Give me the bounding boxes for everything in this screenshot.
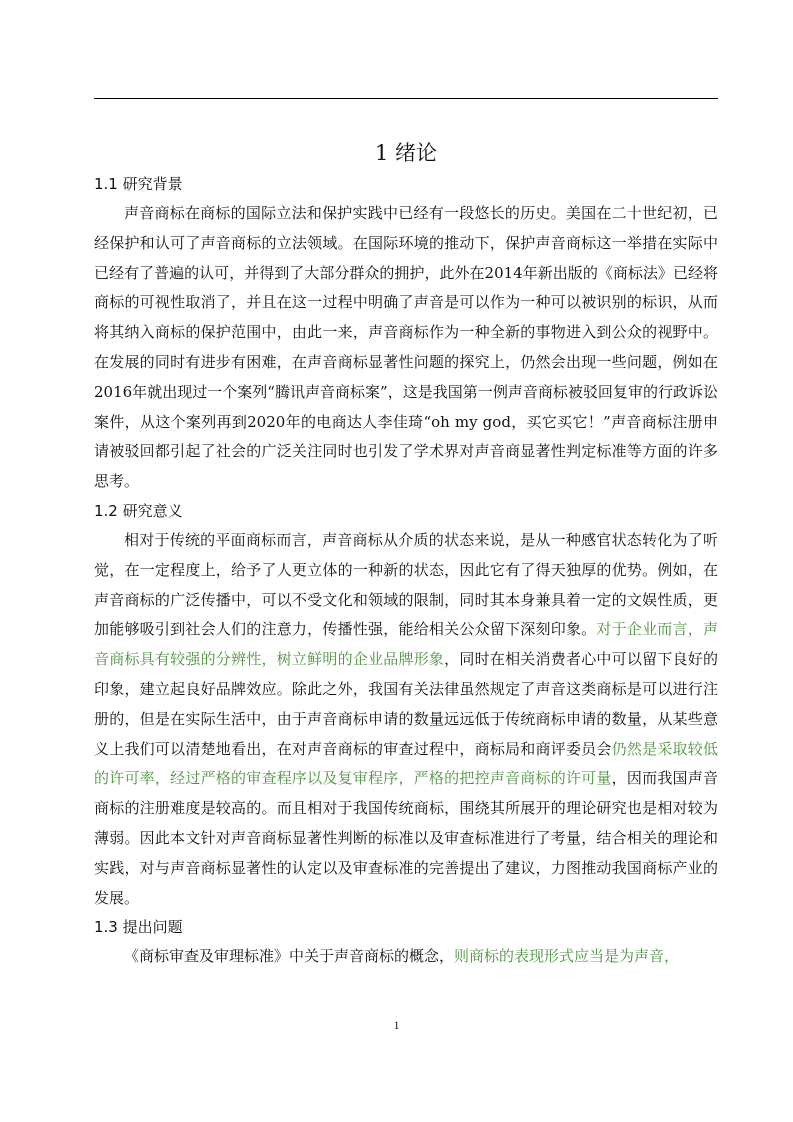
header-rule bbox=[94, 98, 718, 99]
section-heading-1-1: 1.1 研究背景 bbox=[94, 175, 183, 193]
text-run: ，同时在相关消费者心中可以留下良好的印象，建立起良好品牌效应。除此之外，我国有关法律虽然规定了声音这类商标是可以进行注册的，但是在实际生活中，由于声音商标申请的数量远远低于传统商标申请的数量，从某些意义上我们可以清楚地看出，在对声音商标的审查过程中，商标局和商评委员会 bbox=[94, 650, 718, 758]
page-number: 1 bbox=[393, 1018, 400, 1032]
chapter-title: 1 绪论 bbox=[374, 141, 438, 165]
highlighted-text-run: 仍然是采取较低的许可率，经过严格的审查程序以及复审程序，严格的把控声音商标的许可量 bbox=[94, 739, 718, 788]
highlighted-text-run: 对于企业而言，声音商标具有较强的分辨性，树立鲜明的企业品牌形象 bbox=[94, 620, 718, 669]
highlighted-text-run: 则商标的表现形式应当是为声音， bbox=[454, 947, 680, 966]
document-body bbox=[94, 136, 718, 972]
paragraph-research-significance bbox=[94, 526, 718, 913]
paragraph-research-background: 声音商标在商标的国际立法和保护实践中已经有一段悠长的历史。美国在二十世纪初，已经保护和认可了声音商标的立法领域。在国际环境的推动下，保护声音商标这一举措在实际中已经有了普遍的认可，并得到了大部分群众的拥护，此外在2014年新出版的《商标法》已经将商标的可视性取消了，并且在这一过程中明确了声音是可以作为一种可以被识别的标识，从而将其纳入商标的保护范围中，由此一来，声音商标作为一种全新的事物进入到公众的视野中。在发展的同时有进步有困难，在声音商标显著性问题的探究上，仍然会出现一些问题，例如在2016年就出现过一个案列“腾讯声音商标案”，这是我国第一例声音商标被驳回复审的行政诉讼案件，从这个案列再到2020年的电商达人李佳琦“oh my god，买它买它！”声音商标注册申请被驳回都引起了社会的广泛关注同时也引发了学术界对声音商显著性判定标准等方面的许多思考。 bbox=[94, 204, 718, 491]
section-heading-1-2: 1.2 研究意义 bbox=[94, 501, 183, 520]
paragraph-problem-statement bbox=[94, 942, 718, 972]
text-run: 《商标审查及审理标准》中关于声音商标的概念， bbox=[124, 947, 455, 966]
section-heading-1-3: 1.3 提出问题 bbox=[94, 918, 183, 937]
text-run: ，因而我国声音商标的注册难度是较高的。而且相对于我国传统商标，围绕其所展开的理论研究也是相对较为薄弱。因此本文针对声音商标显著性判断的标准以及审查标准进行了考量，结合相关的理论和实践，对与声音商标显著性的认定以及审查标准的完善提出了建议，力图推动我国商标产业的发展。 bbox=[94, 769, 718, 907]
text-run: 相对于传统的平面商标而言，声音商标从介质的状态来说，是从一种感官状态转化为了听觉，在一定程度上，给予了人更立体的一种新的状态，因此它有了得天独厚的优势。例如，在声音商标的广泛传播中，可以不受文化和领域的限制，同时其本身兼具着一定的文娱性质，更加能够吸引到社会人们的注意力，传播性强，能给相关公众留下深刻印象。 bbox=[94, 530, 718, 639]
